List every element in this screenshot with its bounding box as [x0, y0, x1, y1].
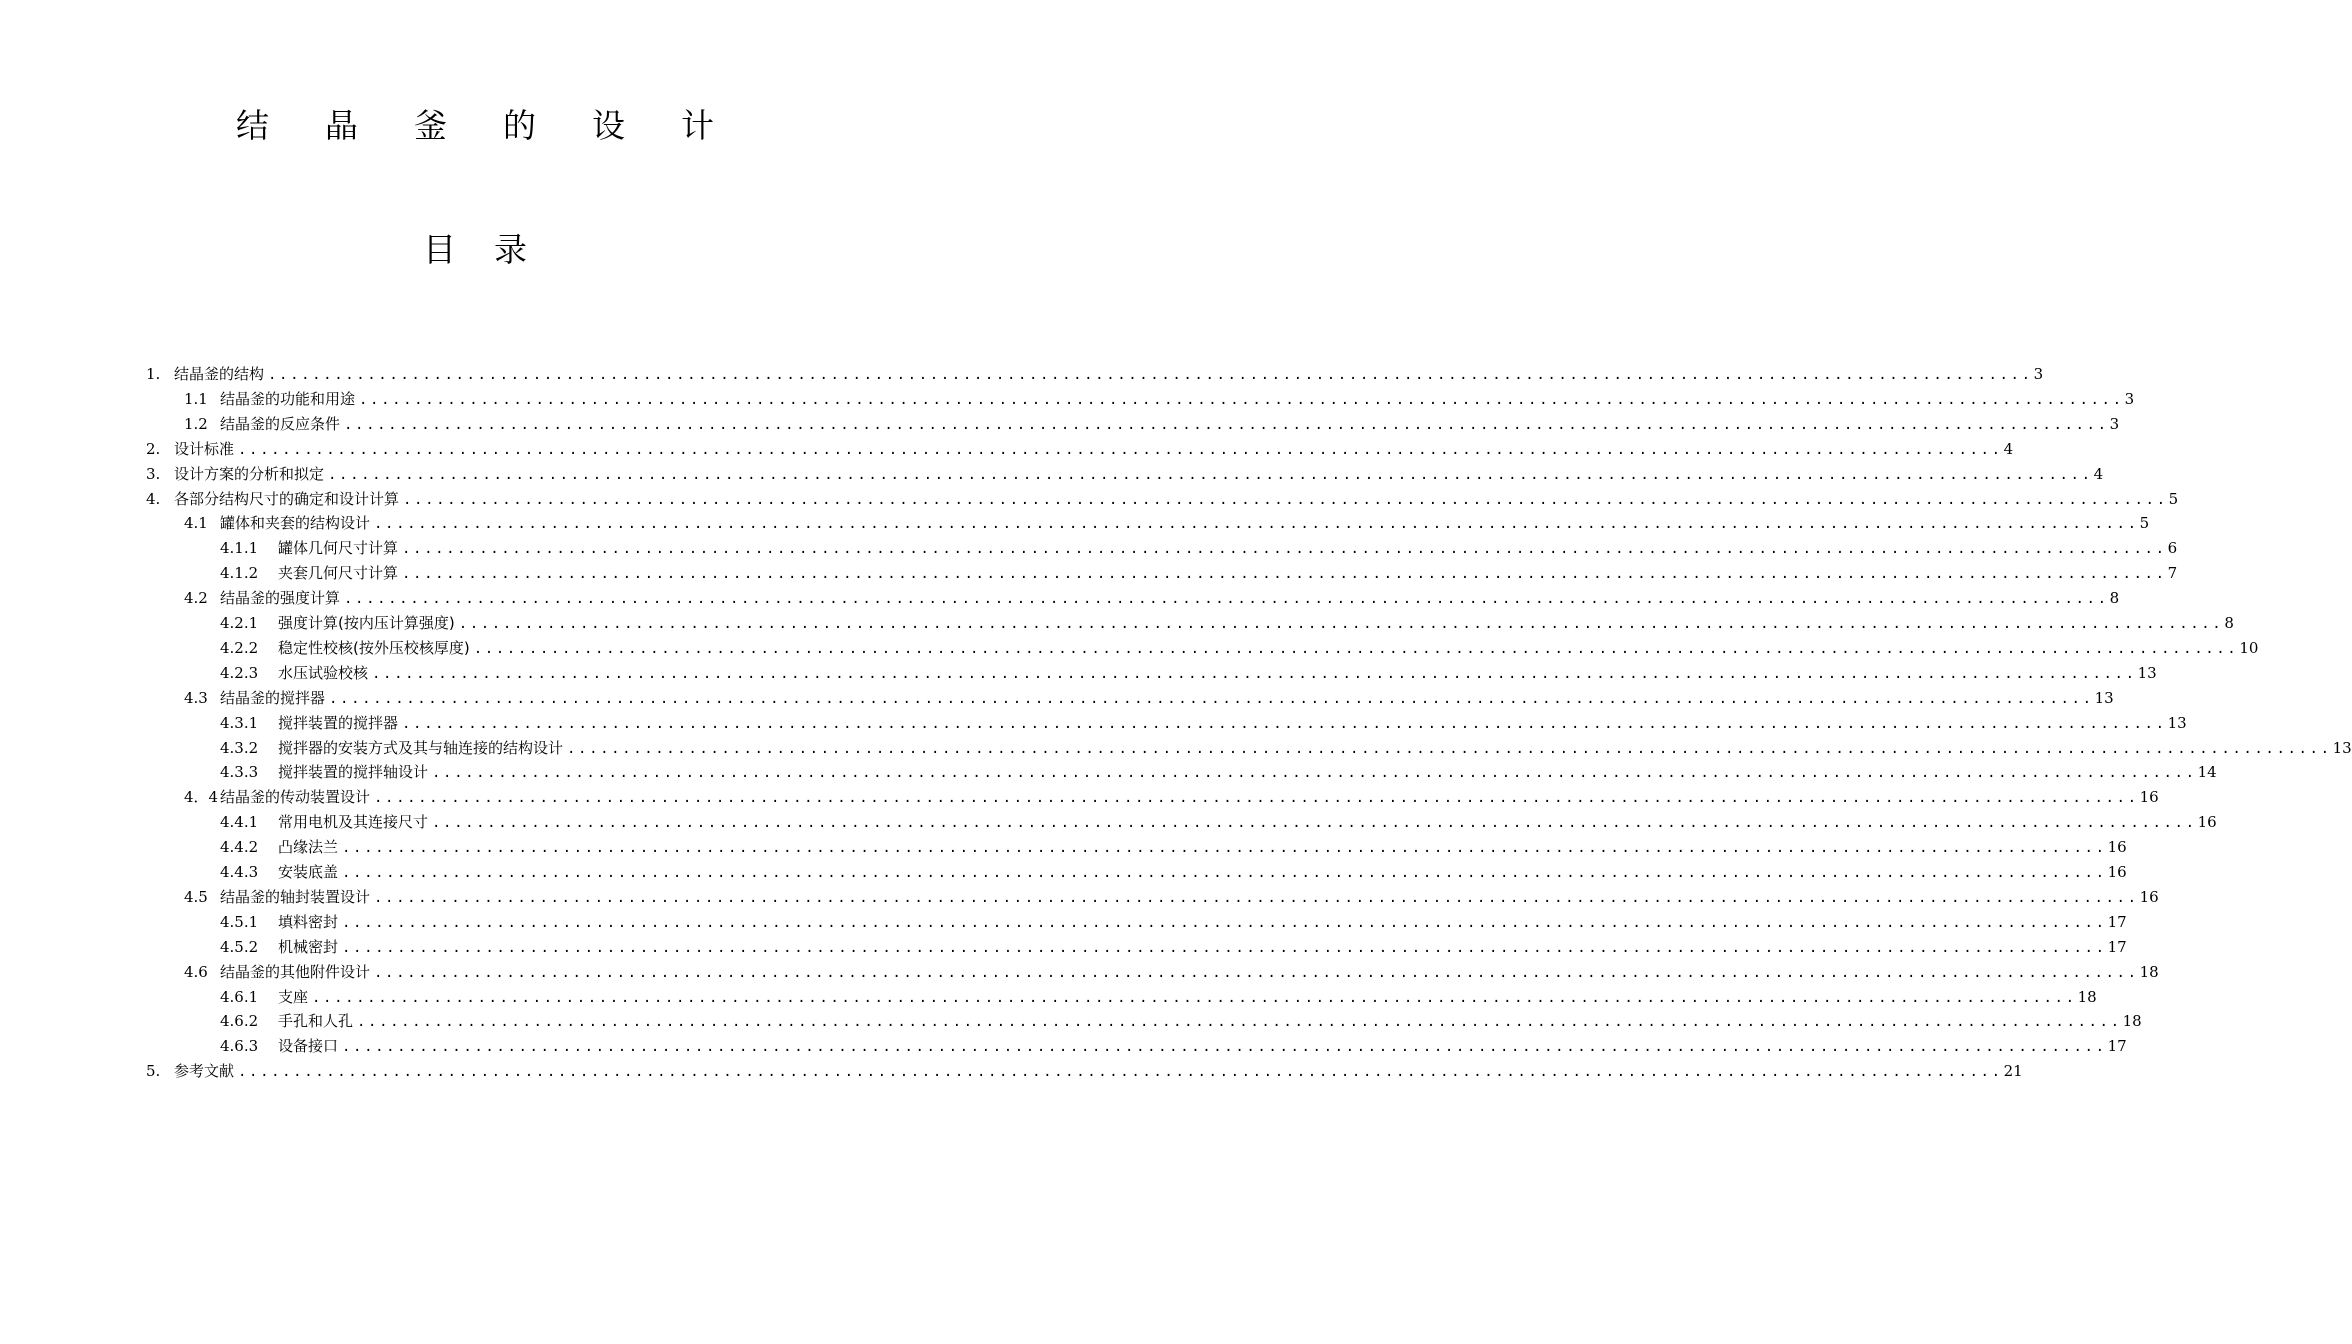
toc-dot-leader: ................................................................................................................................................................ — [238, 1064, 2003, 1081]
toc-entry-label: 稳定性校核(按外压校核厚度) — [278, 638, 470, 657]
toc-dot-leader: ................................................................................................................................................................ — [238, 441, 2003, 458]
toc-entry[interactable] — [220, 561, 2178, 585]
toc-entry-label: 凸缘法兰 — [278, 838, 339, 857]
toc-entry-label: 罐体和夹套的结构设计 — [220, 514, 371, 533]
toc-heading: 目录 — [423, 230, 565, 269]
toc-entry-page: 16 — [2107, 863, 2127, 881]
toc-entry[interactable] — [146, 487, 2179, 511]
toc-dot-leader: ................................................................................................................................................................ — [342, 939, 2107, 956]
toc-entry-number: 4.1 — [184, 514, 208, 533]
toc-entry[interactable] — [220, 985, 2097, 1009]
toc-entry-label: 常用电机及其连接尺寸 — [278, 813, 429, 832]
toc-entry-page: 18 — [2122, 1012, 2142, 1031]
toc-entry-number: 1.1 — [184, 389, 208, 408]
toc-entry-number: 5. — [146, 1062, 161, 1081]
toc-entry-page: 13 — [2094, 688, 2114, 707]
toc-entry-label: 机械密封 — [278, 937, 339, 956]
toc-entry-label: 搅拌器的安装方式及其与轴连接的结构设计 — [278, 738, 564, 757]
toc-dot-leader: ................................................................................................................................................................ — [342, 1039, 2107, 1056]
toc-entry[interactable] — [184, 412, 2120, 436]
toc-entry[interactable] — [220, 1034, 2127, 1058]
toc-entry[interactable] — [146, 462, 2104, 486]
toc-entry-label: 结晶釜的强度计算 — [220, 589, 341, 608]
toc-entry-number: 4.6.2 — [220, 1012, 259, 1031]
toc-entry-page: 13 — [2167, 713, 2187, 732]
toc-entry-page: 8 — [2224, 614, 2234, 632]
toc-entry-label: 结晶釜的反应条件 — [220, 414, 341, 433]
toc-entry-label: 参考文献 — [174, 1062, 235, 1081]
toc-entry-number: 4.2.3 — [220, 663, 259, 682]
toc-dot-leader: ................................................................................................................................................................ — [374, 964, 2139, 981]
toc-entry-page: 10 — [2239, 638, 2259, 657]
toc-entry-page: 3 — [2109, 414, 2120, 433]
toc-dot-leader: ................................................................................................................................................................ — [432, 815, 2197, 832]
toc-entry-page: 6 — [2167, 539, 2178, 558]
toc-entry-label: 结晶釜的轴封装置设计 — [220, 887, 371, 906]
toc-entry[interactable] — [220, 1009, 2142, 1033]
toc-dot-leader: ................................................................................................................................................................ — [372, 665, 2137, 682]
toc-dot-leader: ................................................................................................................................................................ — [374, 790, 2139, 807]
toc-entry[interactable] — [220, 810, 2217, 834]
toc-entry-number: 1.2 — [184, 414, 208, 433]
toc-entry-number: 4.3 — [184, 688, 208, 707]
toc-dot-leader: ................................................................................................................................................................ — [567, 740, 2332, 757]
toc-dot-leader: ................................................................................................................................................................ — [357, 1014, 2122, 1031]
toc-entry-label: 夹套几何尺寸计算 — [278, 564, 399, 583]
toc-entry-label: 强度计算(按内压计算强度) — [278, 614, 455, 632]
toc-entry-label: 结晶釜的搅拌器 — [220, 688, 326, 707]
toc-dot-leader: ................................................................................................................................................................ — [344, 591, 2109, 608]
toc-dot-leader: ................................................................................................................................................................ — [329, 690, 2094, 707]
toc-entry-number: 4.4.1 — [220, 813, 259, 832]
toc-entry-label: 搅拌装置的搅拌器 — [278, 713, 399, 732]
toc-entry[interactable] — [220, 661, 2157, 685]
toc-entry-number: 4.1.2 — [220, 564, 259, 583]
toc-entry-number: 4. — [146, 489, 161, 508]
toc-entry-page: 4 — [2003, 439, 2014, 458]
toc-entry[interactable] — [220, 636, 2259, 660]
toc-entry-number: 4.5.1 — [220, 912, 259, 931]
toc-entry-label: 结晶釜的其他附件设计 — [220, 962, 371, 981]
toc-dot-leader: ................................................................................................................................................................ — [402, 566, 2167, 583]
toc-dot-leader: ................................................................................................................................................................ — [342, 840, 2107, 857]
toc-entry-number: 4.1.1 — [220, 539, 259, 558]
toc-entry-page: 21 — [2003, 1062, 2023, 1081]
toc-entry-number: 4.6.1 — [220, 987, 259, 1006]
toc-entry[interactable] — [184, 960, 2159, 984]
toc-dot-leader: ................................................................................................................................................................ — [328, 466, 2093, 483]
toc-entry-label: 结晶釜的传动装置设计 — [220, 788, 371, 807]
toc-entry-label: 水压试验校核 — [278, 663, 369, 682]
toc-entry[interactable] — [220, 711, 2187, 735]
toc-entry-page: 13 — [2137, 663, 2157, 682]
toc-dot-leader: ................................................................................................................................................................ — [342, 914, 2107, 931]
toc-entry-label: 设计方案的分析和拟定 — [174, 464, 325, 483]
toc-dot-leader: ................................................................................................................................................................ — [402, 541, 2167, 558]
toc-entry-label: 各部分结构尺寸的确定和设计计算 — [174, 489, 400, 508]
toc-entry-page: 16 — [2107, 838, 2127, 857]
toc-entry-label: 结晶釜的结构 — [174, 365, 265, 383]
toc-entry-page: 7 — [2167, 564, 2178, 583]
toc-entry-label: 结晶釜的功能和用途 — [220, 389, 356, 408]
toc-entry-label: 填料密封 — [278, 912, 339, 931]
toc-entry[interactable] — [220, 536, 2178, 560]
toc-entry-label: 手孔和人孔 — [278, 1012, 354, 1031]
toc-entry-label: 支座 — [278, 987, 309, 1006]
toc-entry-page: 16 — [2139, 788, 2159, 807]
toc-entry[interactable] — [184, 785, 2159, 809]
toc-entry-number: 4.3.3 — [220, 763, 259, 782]
document-title: 结晶釜的设计 — [236, 106, 770, 145]
toc-entry-label: 设备接口 — [278, 1037, 339, 1056]
toc-entry-label: 搅拌装置的搅拌轴设计 — [278, 763, 429, 782]
toc-entry-page: 5 — [2168, 489, 2179, 508]
toc-entry-page: 3 — [2124, 389, 2135, 408]
toc-entry[interactable] — [184, 686, 2114, 710]
toc-entry-label: 设计标准 — [174, 439, 235, 458]
toc-entry-number: 4.4.3 — [220, 863, 259, 881]
toc-dot-leader: ................................................................................................................................................................ — [359, 391, 2124, 408]
toc-entry[interactable] — [146, 1059, 2023, 1083]
toc-entry-page: 8 — [2109, 589, 2120, 608]
toc-entry-label: 罐体几何尺寸计算 — [278, 539, 399, 558]
toc-dot-leader: ................................................................................................................................................................ — [268, 367, 2033, 383]
toc-entry-page: 4 — [2093, 464, 2104, 483]
toc-entry-number: 3. — [146, 464, 161, 483]
toc-entry-page: 14 — [2197, 763, 2217, 782]
toc-entry-page: 13 — [2332, 738, 2352, 757]
toc-entry-page: 18 — [2139, 962, 2159, 981]
toc-entry-page: 17 — [2107, 1037, 2127, 1056]
toc-dot-leader: ................................................................................................................................................................ — [473, 640, 2239, 657]
toc-entry[interactable] — [220, 736, 2352, 760]
toc-entry-label: 安装底盖 — [278, 863, 339, 881]
toc-entry-number: 4.5 — [184, 887, 208, 906]
toc-entry[interactable] — [184, 885, 2159, 909]
toc-entry-number: 2. — [146, 439, 161, 458]
toc-entry-number: 4.2 — [184, 589, 208, 608]
toc-entry[interactable] — [220, 935, 2127, 959]
toc-entry[interactable] — [184, 586, 2120, 610]
toc-dot-leader: ................................................................................................................................................................ — [312, 989, 2077, 1006]
toc-dot-leader: ................................................................................................................................................................ — [374, 889, 2139, 906]
toc-entry-number: 4.3.1 — [220, 713, 259, 732]
toc-dot-leader: ................................................................................................................................................................ — [458, 616, 2224, 632]
toc-entry-number: 4.2.1 — [220, 614, 259, 632]
toc-entry-page: 17 — [2107, 937, 2127, 956]
toc-entry-page: 5 — [2139, 514, 2150, 533]
toc-dot-leader: ................................................................................................................................................................ — [402, 715, 2167, 732]
toc-entry-page: 3 — [2033, 365, 2044, 383]
toc-dot-leader: ................................................................................................................................................................ — [374, 516, 2139, 533]
toc-entry-number: 1. — [146, 365, 161, 383]
toc-entry-page: 18 — [2077, 987, 2097, 1006]
toc-entry-page: 16 — [2139, 887, 2159, 906]
toc-entry-number: 4.2.2 — [220, 638, 259, 657]
toc-entry-number: 4.6.3 — [220, 1037, 259, 1056]
toc-entry[interactable] — [146, 437, 2014, 461]
toc-entry[interactable] — [220, 611, 2234, 635]
toc-entry[interactable] — [220, 760, 2217, 784]
toc-entry-number: 4.3.2 — [220, 738, 259, 757]
toc-entry-number: 4．4 — [184, 788, 219, 807]
toc-entry[interactable] — [220, 860, 2127, 884]
toc-entry-number: 4.6 — [184, 962, 208, 981]
toc-entry[interactable] — [220, 835, 2127, 859]
toc-entry-page: 16 — [2197, 813, 2217, 832]
toc-dot-leader: ................................................................................................................................................................ — [403, 491, 2168, 508]
toc-entry[interactable] — [146, 362, 2044, 386]
toc-entry[interactable] — [184, 511, 2150, 535]
toc-dot-leader: ................................................................................................................................................................ — [342, 865, 2107, 881]
toc-entry[interactable] — [184, 387, 2135, 411]
toc-dot-leader: ................................................................................................................................................................ — [432, 765, 2197, 782]
toc-entry-number: 4.5.2 — [220, 937, 259, 956]
toc-entry[interactable] — [220, 910, 2127, 934]
toc-dot-leader: ................................................................................................................................................................ — [344, 416, 2109, 433]
toc-entry-number: 4.4.2 — [220, 838, 259, 857]
toc-entry-page: 17 — [2107, 912, 2127, 931]
